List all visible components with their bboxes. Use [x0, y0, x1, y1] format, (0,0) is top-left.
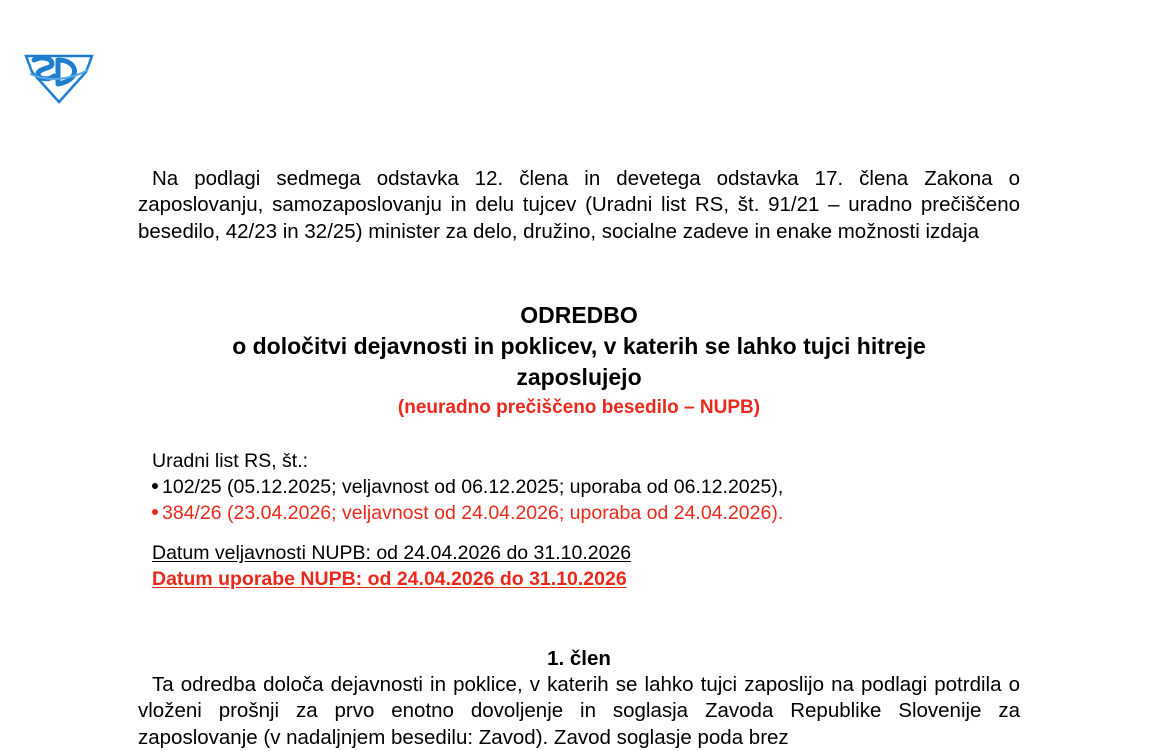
document-subtitle-line1: o določitvi dejavnosti in poklicev, v katerih se lahko tujci hitreje — [232, 333, 926, 359]
nupb-note: (neuradno prečiščeno besedilo – NUPB) — [397, 397, 761, 418]
validity-date: Datum veljavnosti NUPB: od 24.04.2026 do 31.10.2026 — [152, 542, 632, 564]
bullet-icon — [152, 509, 158, 515]
application-date: Datum uporabe NUPB: od 24.04.2026 do 31.10.2026 — [152, 568, 627, 590]
shield-logo-icon — [22, 50, 96, 104]
gazette-entry-1 — [152, 474, 783, 500]
article-1-heading: 1. člen — [547, 647, 611, 670]
gazette-entry-text: 384/26 (23.04.2026; veljavnost od 24.04.2026; uporaba od 24.04.2026). — [162, 502, 784, 524]
document-heading: ODREDBO — [520, 302, 638, 328]
intro-paragraph: Na podlagi sedmega odstavka 12. člena in devetega odstavka 17. člena Zakona o zaposlovanju, samozaposlovanju in delu tujcev (Uradni list RS, št. 91/21 – uradno prečiščeno besedilo, 42/23 in 32/25) minister za delo, družino, socialne zadeve in enake možnosti izdaja — [138, 167, 1020, 243]
document-subtitle-line2: zaposlujejo — [516, 364, 642, 390]
gazette-entry-2 — [152, 500, 783, 526]
bullet-icon — [152, 483, 158, 489]
gazette-label: Uradni list RS, št.: — [152, 450, 309, 472]
article-1-text: Ta odredba določa dejavnosti in poklice, v katerih se lahko tujci zaposlijo na podlagi potrdila o vloženi prošnji za prvo enotno dovoljenje in soglasja Zavoda Republike Slovenije za zaposlovanje (v nadaljnjem besedilu: Zavod). Zavod soglasje poda brez — [138, 673, 1020, 749]
gazette-entry-text: 102/25 (05.12.2025; veljavnost od 06.12.2025; uporaba od 06.12.2025), — [162, 476, 784, 498]
